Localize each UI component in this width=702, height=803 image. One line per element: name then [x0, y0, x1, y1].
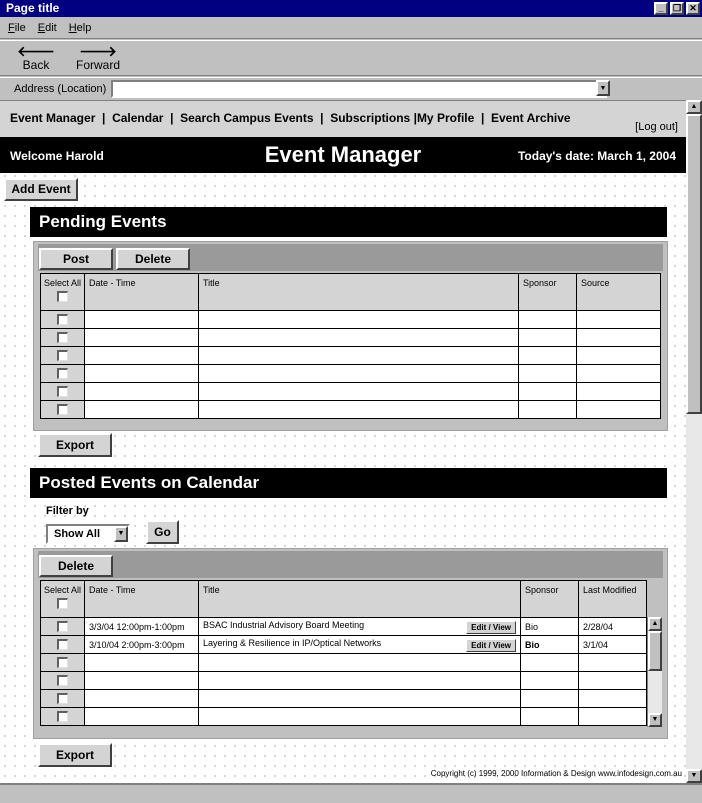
add-event-button[interactable]: Add Event [4, 178, 78, 201]
table-row [41, 383, 661, 401]
nav-search-campus-events[interactable]: Search Campus Events [180, 111, 314, 125]
col-title: Title [199, 581, 521, 618]
menu-bar [0, 17, 702, 39]
cell-sponsor [519, 383, 577, 401]
row-checkbox[interactable] [57, 693, 68, 704]
row-checkbox[interactable] [57, 711, 68, 722]
scroll-down-icon[interactable]: ▼ [648, 713, 662, 727]
table-header-row [41, 274, 661, 311]
cell-last-modified: 3/1/04 [579, 636, 647, 654]
menu-help[interactable]: Help [68, 21, 92, 34]
cell-source [577, 365, 661, 383]
window-titlebar [0, 0, 702, 17]
forward-button[interactable] [76, 41, 120, 75]
col-sponsor: Sponsor [519, 274, 577, 311]
row-checkbox[interactable] [57, 368, 68, 379]
filter-select[interactable] [46, 524, 130, 544]
cell-date [85, 383, 199, 401]
cell-date [85, 329, 199, 347]
scroll-up-icon[interactable]: ▲ [648, 617, 662, 631]
minimize-icon[interactable]: _ [654, 2, 668, 15]
cell-title [199, 690, 521, 708]
posted-events-panel [33, 548, 668, 739]
table-row [41, 636, 647, 654]
edit-view-button[interactable]: Edit / View [466, 621, 516, 634]
menu-file[interactable]: File [8, 21, 26, 34]
cell-date [85, 401, 199, 419]
cell-sponsor: Bio [521, 618, 579, 636]
pending-delete-button[interactable]: Delete [116, 248, 190, 270]
select-all-label: Select All [43, 278, 82, 288]
cell-title [199, 672, 521, 690]
posted-table-scrollbar[interactable] [647, 617, 662, 727]
col-sponsor: Sponsor [521, 581, 579, 618]
restore-icon[interactable]: ❐ [670, 2, 684, 15]
cell-date [85, 311, 199, 329]
cell-date [85, 347, 199, 365]
posted-events-table [40, 580, 647, 726]
posted-events-heading: Posted Events on Calendar [30, 468, 667, 498]
select-all-cell [41, 274, 85, 311]
go-button[interactable]: Go [146, 520, 179, 544]
cell-sponsor [521, 672, 579, 690]
filter-label: Filter by [46, 505, 89, 517]
window-title: Page title [6, 1, 60, 15]
nav-event-manager[interactable]: Event Manager [10, 111, 96, 125]
cell-last-modified: 2/28/04 [579, 618, 647, 636]
select-all-checkbox[interactable] [57, 598, 68, 609]
chevron-down-icon[interactable]: ▼ [114, 526, 128, 542]
scroll-thumb[interactable] [686, 114, 702, 414]
cell-date: 3/10/04 2:00pm-3:00pm [85, 636, 199, 654]
cell-title [199, 654, 521, 672]
row-checkbox[interactable] [57, 332, 68, 343]
back-label: Back [22, 57, 50, 72]
select-all-checkbox[interactable] [57, 291, 68, 302]
table-row [41, 618, 647, 636]
pending-events-panel [33, 241, 668, 431]
cell-title [199, 383, 519, 401]
nav-calendar[interactable]: Calendar [112, 111, 164, 125]
table-header-row [41, 581, 647, 618]
select-all-cell [41, 581, 85, 618]
cell-source [577, 347, 661, 365]
welcome-text: Welcome Harold [10, 149, 104, 163]
cell-source [577, 329, 661, 347]
table-row [41, 401, 661, 419]
pending-export-button[interactable]: Export [38, 433, 112, 457]
row-checkbox[interactable] [57, 621, 68, 632]
col-date-time: Date - Time [85, 274, 199, 311]
cell-sponsor [521, 708, 579, 726]
page-title: Event Manager [264, 142, 422, 167]
nav-event-archive[interactable]: Event Archive [491, 111, 571, 125]
cell-date [85, 654, 199, 672]
address-dropdown-icon[interactable]: ▼ [596, 80, 610, 96]
cell-sponsor [521, 654, 579, 672]
table-row [41, 347, 661, 365]
page-header [0, 137, 686, 173]
col-source: Source [577, 274, 661, 311]
cell-title: Layering & Resilience in IP/Optical Networks [203, 637, 382, 648]
col-last-modified: Last Modified [579, 581, 647, 618]
cell-source [577, 401, 661, 419]
back-arrow-icon: 🡐 [17, 42, 55, 59]
address-bar [0, 77, 702, 99]
cell-sponsor [519, 329, 577, 347]
close-icon[interactable]: ✕ [686, 2, 700, 15]
cell-title [199, 365, 519, 383]
page-viewport [0, 100, 686, 783]
cell-sponsor [519, 365, 577, 383]
cell-sponsor [519, 347, 577, 365]
page-scrollbar[interactable] [686, 100, 702, 783]
cell-last-modified [579, 654, 647, 672]
posted-delete-button[interactable]: Delete [39, 555, 113, 577]
nav-links: Event Manager | Calendar | Search Campus Events | Subscriptions |My Profile | Event Archive [10, 111, 571, 125]
status-bar [0, 783, 702, 803]
cell-title [199, 311, 519, 329]
scroll-thumb[interactable] [648, 631, 662, 671]
cell-title: BSAC Industrial Advisory Board Meeting [203, 619, 365, 630]
scroll-down-icon[interactable]: ▼ [686, 769, 702, 783]
scroll-up-icon[interactable]: ▲ [686, 100, 702, 114]
table-row [41, 690, 647, 708]
posted-export-button[interactable]: Export [38, 743, 112, 767]
col-title: Title [199, 274, 519, 311]
filter-selected-value: Show All [54, 528, 101, 540]
table-row [41, 672, 647, 690]
cell-sponsor [521, 690, 579, 708]
table-row [41, 708, 647, 726]
row-checkbox[interactable] [57, 350, 68, 361]
nav-my-profile[interactable]: My Profile [416, 111, 475, 125]
cell-title [199, 401, 519, 419]
address-label: Address (Location) [14, 82, 107, 95]
pending-events-heading: Pending Events [30, 207, 667, 237]
table-row [41, 329, 661, 347]
site-nav [0, 101, 686, 137]
pending-events-table [40, 273, 661, 419]
row-checkbox[interactable] [57, 314, 68, 325]
table-row [41, 311, 661, 329]
cell-date [85, 690, 199, 708]
cell-title [199, 347, 519, 365]
select-all-label: Select All [43, 585, 82, 595]
copyright-text: Copyright (c) 1999, 2000 Information & Design www.infodesign.com.au [430, 769, 682, 778]
row-checkbox[interactable] [57, 404, 68, 415]
back-button[interactable] [14, 41, 58, 75]
row-checkbox[interactable] [57, 639, 68, 650]
nav-subscriptions[interactable]: Subscriptions [330, 111, 411, 125]
cell-date: 3/3/04 12:00pm-1:00pm [85, 618, 199, 636]
cell-last-modified [579, 708, 647, 726]
cell-last-modified [579, 672, 647, 690]
todays-date: Today's date: March 1, 2004 [517, 149, 676, 163]
cell-sponsor [519, 401, 577, 419]
edit-view-button[interactable]: Edit / View [466, 639, 516, 652]
row-checkbox[interactable] [57, 675, 68, 686]
cell-title [199, 329, 519, 347]
logout-link[interactable]: [Log out] [635, 121, 678, 133]
cell-title [199, 708, 521, 726]
cell-date [85, 672, 199, 690]
address-input[interactable] [111, 80, 607, 98]
posted-toolbar [38, 551, 663, 578]
cell-last-modified [579, 690, 647, 708]
cell-source [577, 383, 661, 401]
menu-edit[interactable]: Edit [37, 21, 57, 34]
row-checkbox[interactable] [57, 657, 68, 668]
table-row [41, 654, 647, 672]
cell-sponsor: Bio [521, 636, 579, 654]
browser-toolbar [0, 40, 702, 76]
forward-label: Forward [76, 57, 121, 72]
cell-date [85, 708, 199, 726]
table-row [41, 365, 661, 383]
col-date-time: Date - Time [85, 581, 199, 618]
cell-source [577, 311, 661, 329]
forward-arrow-icon: 🡒 [79, 42, 117, 59]
cell-date [85, 365, 199, 383]
row-checkbox[interactable] [57, 386, 68, 397]
post-button[interactable]: Post [39, 248, 113, 270]
cell-sponsor [519, 311, 577, 329]
